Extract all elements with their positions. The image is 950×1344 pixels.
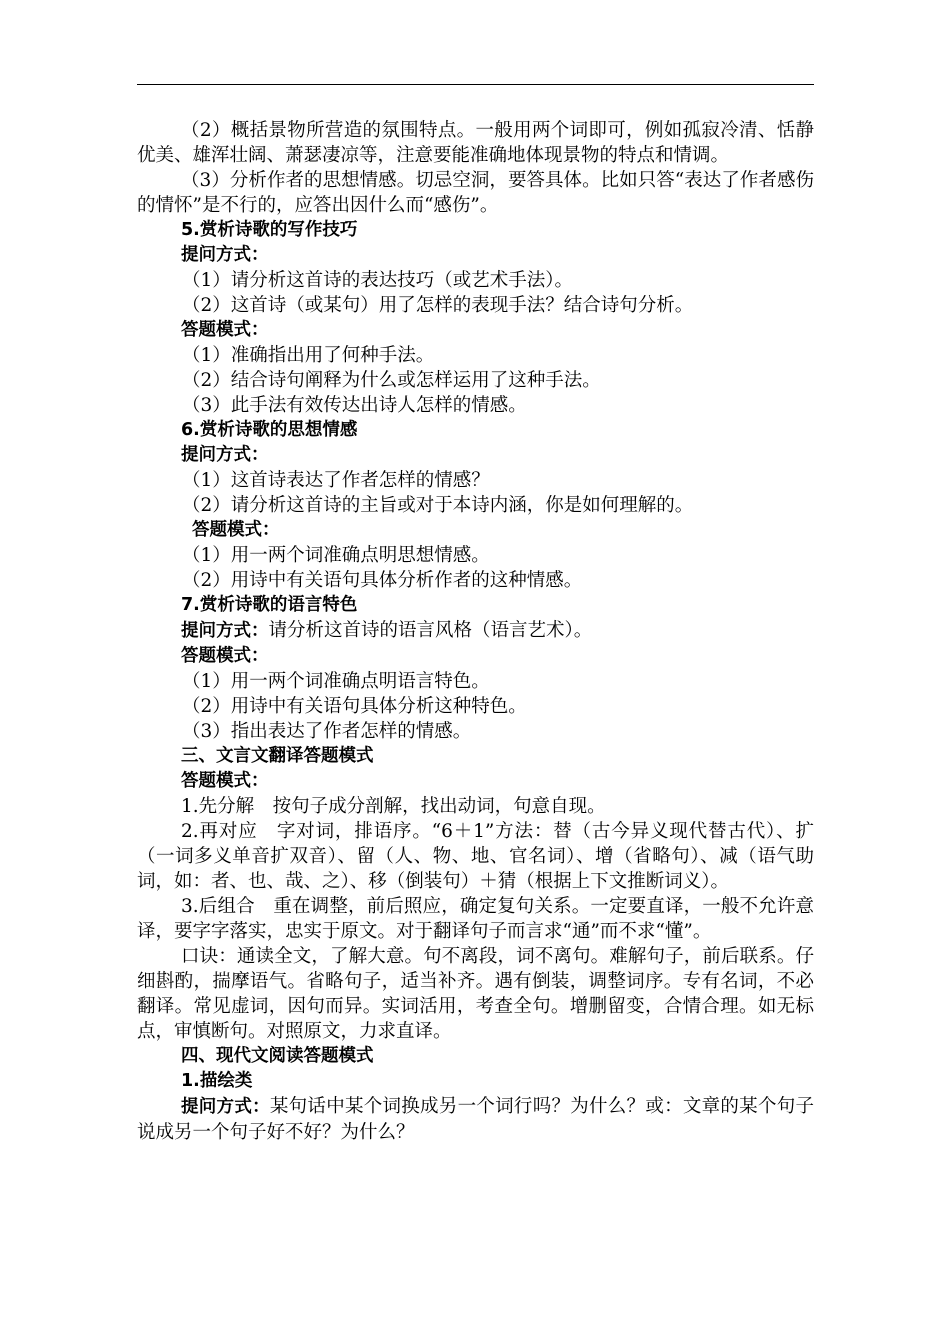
list-item: （2）用诗中有关语句具体分析这种特色。 [182,696,527,717]
question-line [137,1094,814,1145]
inline-label: 提问方式： [181,1097,270,1117]
list-item: （2）用诗中有关语句具体分析作者的这种情感。 [182,570,583,591]
list-item: （1）用一两个词准确点明思想情感。 [182,545,490,566]
list-item: （1）准确指出用了何种手法。 [182,345,435,366]
section-heading: 5.赏析诗歌的写作技巧 [181,220,358,240]
list-item: （2）请分析这首诗的主旨或对于本诗内涵，你是如何理解的。 [182,495,694,516]
paragraph: （3）分析作者的思想情感。切忌空洞，要答具体。比如只答“表达了作者感伤的情怀”是不行的，应答出因什么而“感伤”。 [137,170,814,216]
sub-heading: 答题模式： [181,771,269,791]
paragraph: 1.先分解 按句子成分剖解，找出动词，句意自现。 [181,796,606,817]
document-body [137,118,814,1145]
paragraph: 2.再对应 字对词，排语序。“6＋1”方法：替（古今异义现代替古代）、扩（一词多义单音扩双音）、留（人、物、地、官名词）、增（省略句）、减（语气助词，如：者、也、哉、之）、移（倒装句）＋猜（根据上下文推断词义）。 [137,821,814,892]
sub-heading: 提问方式： [181,445,269,465]
list-item: （1）请分析这首诗的表达技巧（或艺术手法）。 [182,270,574,291]
paragraph: 3.后组合 重在调整，前后照应，确定复句关系。一定要直译，一般不允许意译，要字字落实，忠实于原文。对于翻译句子而言求“通”而不求“懂”。 [137,896,814,942]
question-line [137,618,814,644]
list-item: （1）用一两个词准确点明语言特色。 [182,671,490,692]
header-rule [137,84,814,85]
paragraph: 口诀：通读全文，了解大意。句不离段，词不离句。难解句子，前后联系。仔细斟酌，揣摩语气。省略句子，适当补齐。遇有倒装，调整词序。专有名词，不必翻译。常见虚词，因句而异。实词活用，考查全句。增删留变，合情合理。如无标点，审慎断句。对照原文，力求直译。 [137,946,814,1042]
sub-heading: 答题模式： [181,320,269,340]
section-heading: 7.赏析诗歌的语言特色 [181,595,358,615]
sub-heading: 答题模式： [192,520,280,540]
list-item: （3）指出表达了作者怎样的情感。 [182,721,472,742]
list-item: （2）这首诗（或某句）用了怎样的表现手法？结合诗句分析。 [182,295,694,316]
inline-text: 某句话中某个词换成另一个词行吗？为什么？或：文章的某个句子说成另一个句子好不好？为什么？ [137,1096,815,1143]
paragraph: （2）概括景物所营造的氛围特点。一般用两个词即可，例如孤寂冷清、恬静优美、雄浑壮阔、萧瑟凄凉等，注意要能准确地体现景物的特点和情调。 [137,120,814,166]
section-heading: 6.赏析诗歌的思想情感 [181,420,358,440]
sub-heading: 提问方式： [181,245,269,265]
list-item: （2）结合诗句阐释为什么或怎样运用了这种手法。 [182,370,601,391]
list-item: （3）此手法有效传达出诗人怎样的情感。 [182,395,527,416]
inline-label: 提问方式： [181,621,269,641]
inline-text: 请分析这首诗的语言风格（语言艺术）。 [268,620,593,641]
list-item: （1）这首诗表达了作者怎样的情感？ [182,470,490,491]
chapter-heading: 四、现代文阅读答题模式 [181,1046,374,1066]
chapter-heading: 三、文言文翻译答题模式 [181,746,374,766]
section-heading: 1.描绘类 [181,1071,253,1091]
sub-heading: 答题模式： [181,646,269,666]
